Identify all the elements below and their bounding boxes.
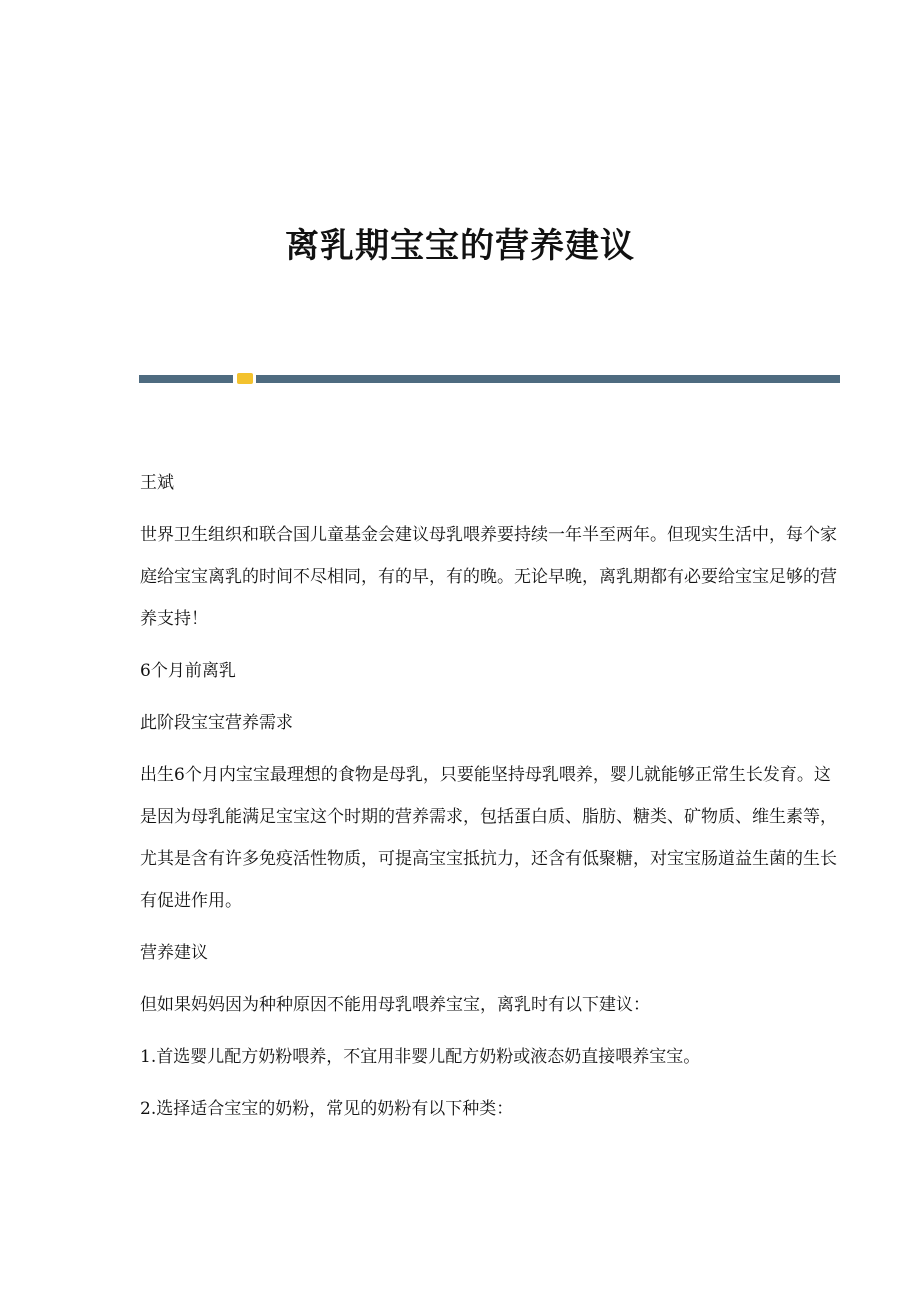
author: 王斌 [140, 473, 174, 493]
paragraph: 世界卫生组织和联合国儿童基金会建议母乳喂养要持续一年半至两年。但现实生活中，每个家庭给宝宝离乳的时间不尽相同，有的早，有的晚。无论早晚，离乳期都有必要给宝宝足够的营养支持！ [140, 525, 837, 629]
paragraph: 出生6个月内宝宝最理想的食物是母乳，只要能坚持母乳喂养，婴儿就能够正常生长发育。这是因为母乳能满足宝宝这个时期的营养需求，包括蛋白质、脂肪、糖类、矿物质、维生素等，尤其是含有许多免疫活性物质，可提高宝宝抵抗力，还含有低聚糖，对宝宝肠道益生菌的生长有促进作用。 [140, 765, 837, 911]
section-heading: 6个月前离乳 [140, 661, 236, 681]
document-body [140, 462, 840, 1140]
list-item: 2.选择适合宝宝的奶粉，常见的奶粉有以下种类： [140, 1099, 514, 1119]
divider-bar-left [139, 375, 233, 383]
paragraph: 但如果妈妈因为种种原因不能用母乳喂养宝宝，离乳时有以下建议： [140, 995, 650, 1015]
list-item: 1.首选婴儿配方奶粉喂养，不宜用非婴儿配方奶粉或液态奶直接喂养宝宝。 [140, 1047, 701, 1067]
divider-bar-right [256, 375, 840, 383]
subheading: 此阶段宝宝营养需求 [140, 713, 293, 733]
document-title: 离乳期宝宝的营养建议 [285, 226, 635, 266]
subheading: 营养建议 [140, 943, 208, 963]
divider-ornament [237, 373, 253, 384]
